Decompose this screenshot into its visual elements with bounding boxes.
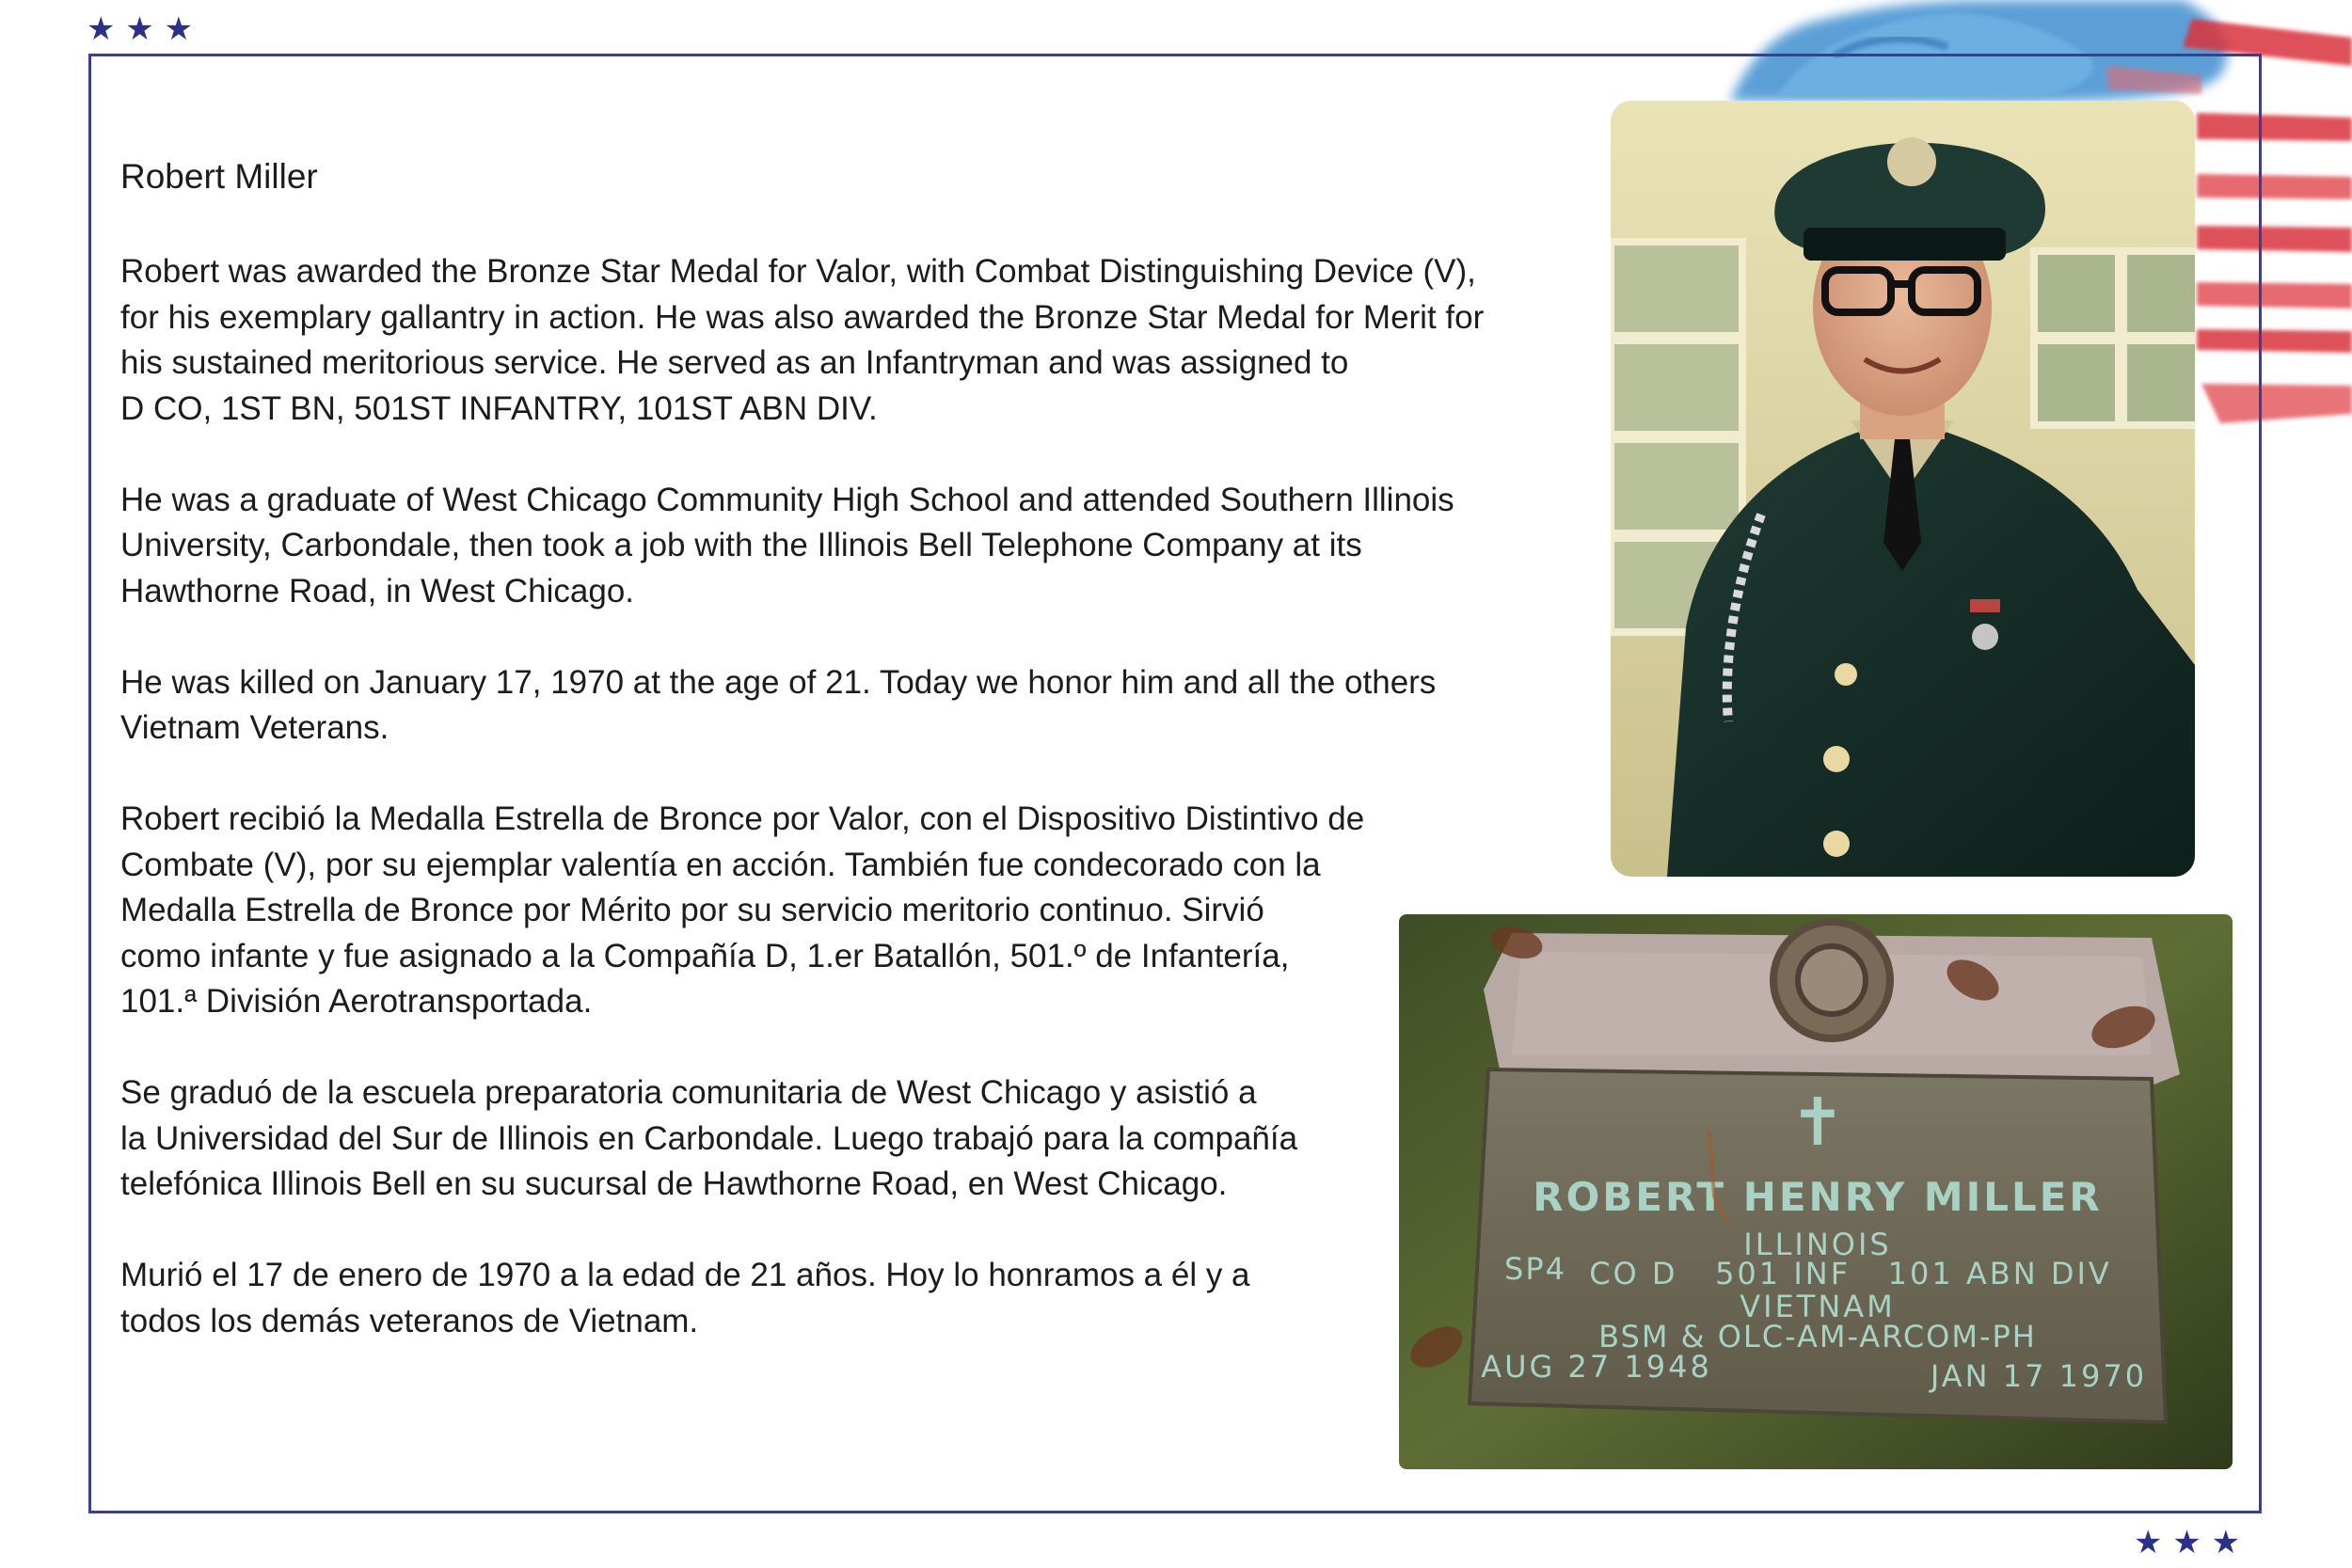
top-stars-decoration: ★ ★ ★ [87,10,194,48]
grave-state: ILLINOIS [1743,1227,1892,1262]
grave-unit: CO D 501 INF 101 ABN DIV [1589,1256,2112,1291]
grave-war: VIETNAM [1740,1289,1896,1324]
grave-rank: SP4 [1504,1251,1566,1287]
bio-paragraph-en-education: He was a graduate of West Chicago Community High School and attended Southern Illinois University, Carbondale, then took a job with the Illinois Bell Telephone Company at its Hawthorne Road, in West Chicago. [120,481,1454,610]
veteran-name: Robert Miller [120,157,318,196]
bio-paragraph-es-awards: Robert recibió la Medalla Estrella de Bronce por Valor, con el Dispositivo Distintivo de Combate (V), por su ejemplar valentía en acción. También fue condecorado con la Medalla Estrella de Bronce por Mérito por su servicio meritorio continuo. Sirvió como infante y fue asignado a la Compañía D, 1.er Batallón, 501.º de Infantería, 101.ª División Aerotransportada. [120,800,1365,1020]
grave-marker-photo [1399,914,2233,1469]
biography-text [120,150,1494,1390]
grave-cross: ✝ [1789,1084,1846,1161]
soldier-portrait-photo [1611,101,2195,877]
bio-paragraph-en-awards: Robert was awarded the Bronze Star Medal for Valor, with Combat Distinguishing Device (V), for his exemplary gallantry in action. He was also awarded the Bronze Star Medal for Merit for his sustained meritorious service. He served as an Infantryman and was assigned to D CO, 1ST BN, 501ST INFANTRY, 101ST ABN DIV. [120,253,1485,427]
bio-paragraph-es-education: Se graduó de la escuela preparatoria comunitaria de West Chicago y asistió a la Universidad del Sur de Illinois en Carbondale. Luego trabajó para la compañía telefónica Illinois Bell en su sucursal de Hawthorne Road, en West Chicago. [120,1074,1298,1202]
grave-death-date: JAN 17 1970 [1930,1358,2148,1394]
grave-awards: BSM & OLC-AM-ARCOM-PH [1598,1319,2037,1354]
bottom-stars-decoration: ★ ★ ★ [2134,1524,2241,1561]
grave-name: ROBERT HENRY MILLER [1533,1174,2103,1220]
bio-paragraph-es-death: Murió el 17 de enero de 1970 a la edad de 21 años. Hoy lo honramos a él y a todos los demás veteranos de Vietnam. [120,1257,1250,1339]
bio-paragraph-en-death: He was killed on January 17, 1970 at the age of 21. Today we honor him and all the others Vietnam Veterans. [120,663,1437,746]
grave-born-date: AUG 27 1948 [1481,1349,1712,1385]
